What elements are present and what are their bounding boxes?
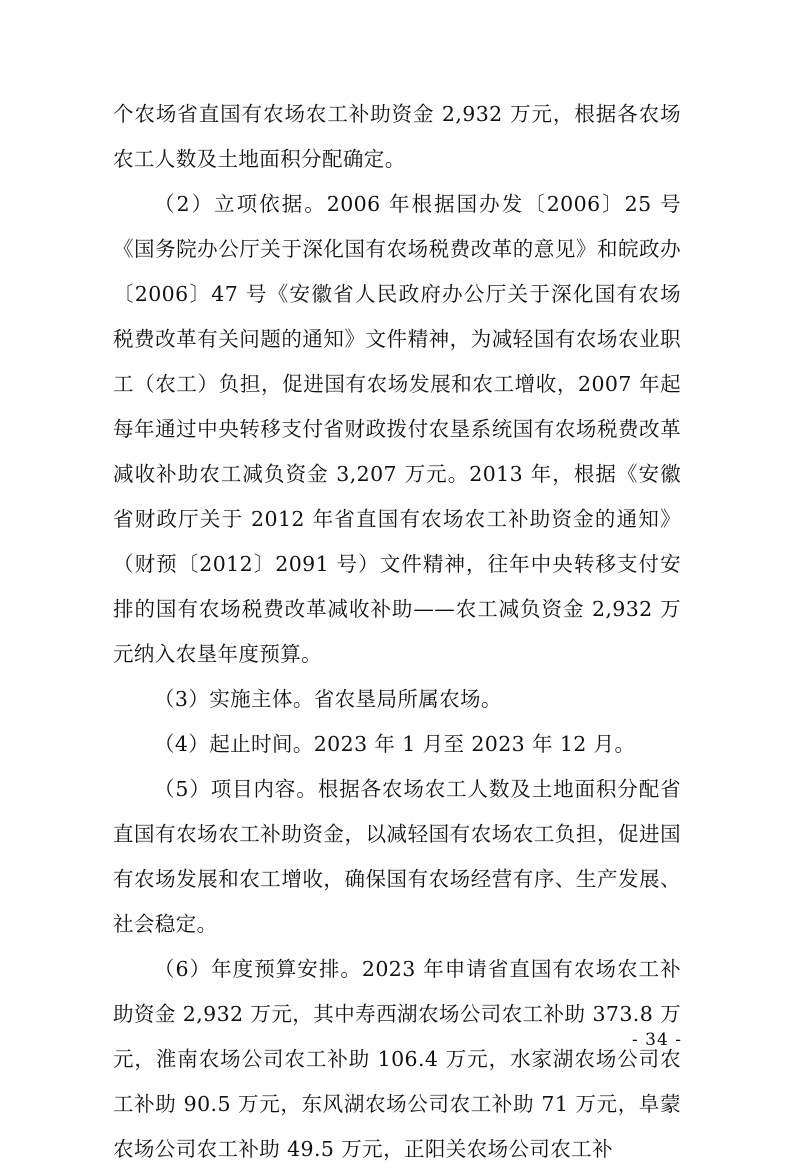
paragraph-2: （2）立项依据。2006 年根据国办发〔2006〕25 号《国务院办公厅关于深化国有农场税费改革的意见》和皖政办〔2006〕47 号《安徽省人民政府办公厅关于深化国有农场税费改革有关问题的通知》文件精神，为减轻国有农场农业职工（农工）负担，促进国有农场发展和农工增收，2007 年起每年通过中央转移支付省财政拨付农垦系统国有农场税费改革减收补助农工减负资金 3,207 万元。2013 年，根据《安徽省财政厅关于 2012 年省直国有农场农工补助资金的通知》（财预〔2012〕2091 号）文件精神，往年中央转移支付安排的国有农场税费改革减收补助——农工减负资金 2,932 万元纳入农垦年度预算。 (113, 192, 681, 666)
paragraph-6: （6）年度预算安排。2023 年申请省直国有农场农工补助资金 2,932 万元，其中寿西湖农场公司农工补助 373.8 万元，淮南农场公司农工补助 106.4 万元，水家湖农场公司农工补助 90.5 万元，东风湖农场公司农工补助 71 万元，阜蒙农场公司农工补助 49.5 万元，正阳关农场公司农工补 (113, 957, 681, 1161)
paragraph-4: （4）起止时间。2023 年 1 月至 2023 年 12 月。 (154, 732, 636, 756)
page-footer (0, 1030, 794, 1050)
paragraph-5: （5）项目内容。根据各农场农工人数及土地面积分配省直国有农场农工补助资金，以减轻国有农场农工负担，促进国有农场发展和农工增收，确保国有农场经营有序、生产发展、社会稳定。 (113, 777, 681, 936)
paragraph-3: （3）实施主体。省农垦局所属农场。 (154, 687, 502, 711)
paragraph-1: 个农场省直国有农场农工补助资金 2,932 万元，根据各农场农工人数及土地面积分配确定。 (113, 102, 681, 171)
page-number: - 34 - (632, 1030, 682, 1050)
document-body (113, 92, 681, 1172)
